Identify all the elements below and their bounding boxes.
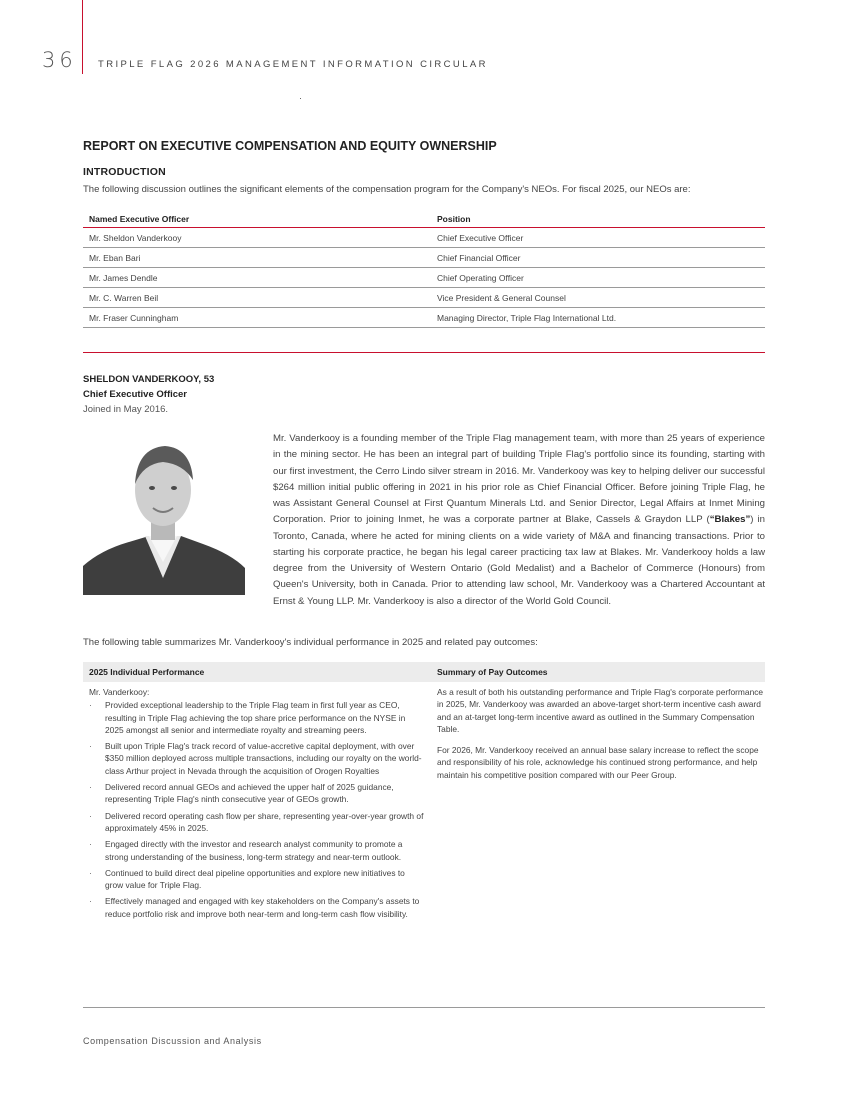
section-title: REPORT ON EXECUTIVE COMPENSATION AND EQUITY OWNERSHIP bbox=[83, 139, 497, 153]
officer-name: Mr. Fraser Cunningham bbox=[83, 308, 431, 328]
section-subtitle: INTRODUCTION bbox=[83, 166, 166, 178]
executive-portrait bbox=[83, 428, 245, 595]
performance-table-header bbox=[83, 662, 765, 682]
officer-position: Chief Financial Officer bbox=[431, 248, 765, 268]
intro-paragraph: The following discussion outlines the significant elements of the compensation program for the Company's NEOs. For fiscal 2025, our NEOs are: bbox=[83, 184, 691, 195]
officer-position: Chief Operating Officer bbox=[431, 268, 765, 288]
list-item: · Engaged directly with the investor and research analyst community to promote a strong understanding of the business, long-term strategy and near-term outlook. bbox=[89, 838, 424, 863]
officer-position: Chief Executive Officer bbox=[431, 228, 765, 248]
list-item: · Continued to build direct deal pipeline opportunities and explore new initiatives to grow value for Triple Flag. bbox=[89, 867, 424, 892]
stray-dot bbox=[300, 98, 301, 99]
officer-name: Mr. Sheldon Vanderkooy bbox=[83, 228, 431, 248]
table-row bbox=[83, 268, 765, 288]
biography-text: ) in Toronto, Canada, where he acted for mining clients on a wide variety of M&A and financing transactions. Prior to starting his corporate practice, he began his legal career practicing tax law at Blakes. Mr. Vanderkooy holds a law degree from the University of Western Ontario (Gold Medalist) and a Bachelor of Commerce (Honours) from Queen's University, both in Canada. Prior to attending law school, Mr. Vanderkooy was a Chartered Accountant at Ernst & Young LLP. Mr. Vanderkooy is also a director of the World Gold Council. bbox=[273, 514, 766, 607]
biography-text: Mr. Vanderkooy is a founding member of the Triple Flag management team, with more than 25 years of experience in the mining sector. He has been an integral part of building Triple Flag's portfolio since its founding, starting with our first investment, the Cerro Lindo silver stream in 2016. Mr. Vanderkooy was key to helping deliver our successful $264 million initial public offering in 2021 in his prior role as Chief Financial Officer. Before joining Triple Flag, he was Assistant General Counsel at First Quantum Minerals Ltd. and Senior Director, Legal Affairs at Inmet Mining Corporation. Prior to joining Inmet, he was a corporate partner at Blake, Cassels & Graydon LLP ( bbox=[273, 433, 765, 526]
list-item: · Built upon Triple Flag's track record of value-accretive capital deployment, with over $350 million deployed across multiple transactions, including our royalty on the world-class Arthur project in Nevada through the acquisition of Orogen Royalties bbox=[89, 740, 424, 777]
officer-position: Managing Director, Triple Flag International Ltd. bbox=[431, 308, 765, 328]
pay-outcome-paragraph: For 2026, Mr. Vanderkooy received an annual base salary increase to reflect the scope and responsibility of his role, acknowledge his continued strong performance, and help maintain his competitive position compared with our Peer Group. bbox=[437, 745, 759, 780]
list-item: · Effectively managed and engaged with key stakeholders on the Company's assets to reduce portfolio risk and improve both near-term and long-term cash flow visibility. bbox=[89, 895, 424, 920]
performance-list bbox=[89, 699, 424, 920]
performance-column bbox=[89, 686, 424, 924]
officer-name: Mr. James Dendle bbox=[83, 268, 431, 288]
table-row bbox=[83, 228, 765, 248]
executive-biography bbox=[273, 431, 765, 610]
list-item: · Delivered record operating cash flow per share, representing year-over-year growth of approximately 45% in 2025. bbox=[89, 810, 424, 835]
pay-outcome-paragraph: As a result of both his outstanding performance and Triple Flag's corporate performance in 2025, Mr. Vanderkooy was awarded an above-target short-term incentive cash award and an at-target long-term incentive award as outlined in the Summary Compensation Table. bbox=[437, 687, 764, 734]
officer-name: Mr. C. Warren Beil bbox=[83, 288, 431, 308]
table-row bbox=[83, 288, 765, 308]
officer-name: Mr. Eban Bari bbox=[83, 248, 431, 268]
executive-role: Chief Executive Officer bbox=[83, 389, 188, 400]
performance-intro: The following table summarizes Mr. Vanderkooy's individual performance in 2025 and related pay outcomes: bbox=[83, 637, 538, 648]
list-item: · Delivered record annual GEOs and achieved the upper half of 2025 guidance, representing Triple Flag's ninth consecutive year of GEOs growth. bbox=[89, 781, 424, 806]
officer-position: Vice President & General Counsel bbox=[431, 288, 765, 308]
biography-defined-term: “Blakes” bbox=[709, 514, 751, 526]
column-header: Named Executive Officer bbox=[83, 210, 431, 228]
neo-table bbox=[83, 210, 765, 328]
performance-lead: Mr. Vanderkooy: bbox=[89, 687, 150, 697]
footer-section-label: Compensation Discussion and Analysis bbox=[83, 1036, 262, 1046]
section-divider bbox=[83, 352, 765, 353]
page-number: 36 bbox=[42, 48, 77, 72]
table-row bbox=[83, 308, 765, 328]
table-header-row bbox=[83, 210, 765, 228]
header-red-rule bbox=[82, 0, 83, 74]
document-title: TRIPLE FLAG 2026 MANAGEMENT INFORMATION CIRCULAR bbox=[98, 59, 488, 70]
table-row bbox=[83, 248, 765, 268]
executive-name: SHELDON VANDERKOOY, 53 bbox=[83, 374, 215, 385]
list-item: · Provided exceptional leadership to the Triple Flag team in first full year as CEO, resulting in Triple Flag achieving the top share price performance on the NYSE in 2025 amongst all senior and intermediate royalty and streaming peers. bbox=[89, 699, 424, 736]
column-header: Position bbox=[431, 210, 765, 228]
pay-outcomes-column bbox=[437, 686, 767, 790]
executive-joined: Joined in May 2016. bbox=[83, 404, 169, 415]
column-header: Summary of Pay Outcomes bbox=[437, 667, 548, 677]
column-header: 2025 Individual Performance bbox=[89, 667, 205, 677]
table-bottom-rule bbox=[83, 1007, 765, 1008]
